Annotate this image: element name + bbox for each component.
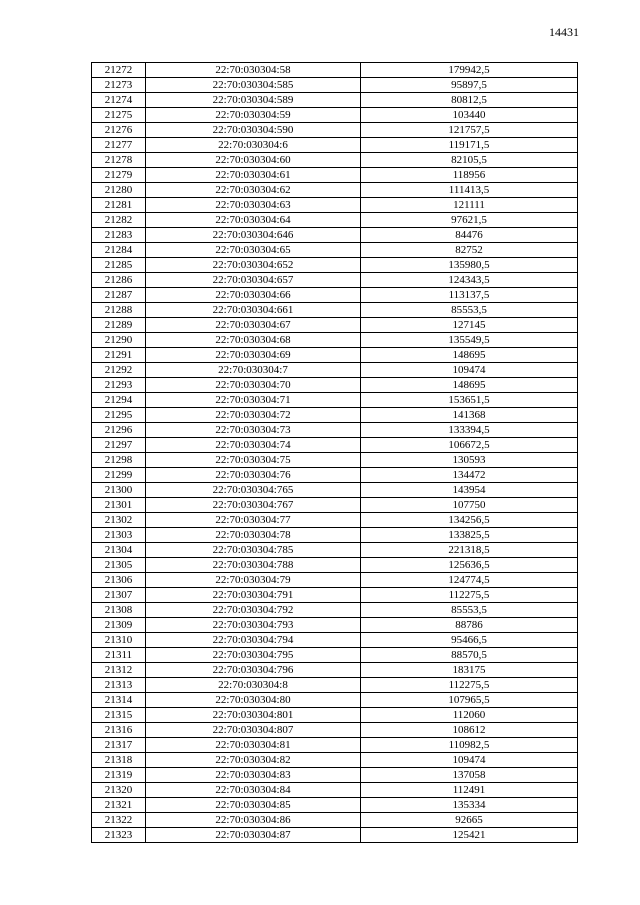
cadastral-value-cell: 153651,5 (361, 393, 578, 408)
cadastral-number-cell: 22:70:030304:59 (146, 108, 361, 123)
cadastral-number-cell: 22:70:030304:70 (146, 378, 361, 393)
table-row (92, 138, 578, 153)
row-number-cell: 21302 (92, 513, 146, 528)
cadastral-value-cell: 133394,5 (361, 423, 578, 438)
cadastral-value-cell: 119171,5 (361, 138, 578, 153)
table-row (92, 603, 578, 618)
cadastral-value-cell: 121757,5 (361, 123, 578, 138)
cadastral-value-cell: 95466,5 (361, 633, 578, 648)
cadastral-value-cell: 82105,5 (361, 153, 578, 168)
table-row (92, 363, 578, 378)
table-row (92, 438, 578, 453)
row-number-cell: 21288 (92, 303, 146, 318)
cadastral-number-cell: 22:70:030304:62 (146, 183, 361, 198)
cadastral-number-cell: 22:70:030304:796 (146, 663, 361, 678)
cadastral-number-cell: 22:70:030304:767 (146, 498, 361, 513)
table-row (92, 828, 578, 843)
cadastral-number-cell: 22:70:030304:75 (146, 453, 361, 468)
cadastral-number-cell: 22:70:030304:84 (146, 783, 361, 798)
table-row (92, 63, 578, 78)
cadastral-value-cell: 121111 (361, 198, 578, 213)
table-row (92, 528, 578, 543)
row-number-cell: 21284 (92, 243, 146, 258)
table-row (92, 288, 578, 303)
table-row (92, 573, 578, 588)
cadastral-value-cell: 124343,5 (361, 273, 578, 288)
cadastral-number-cell: 22:70:030304:657 (146, 273, 361, 288)
cadastral-number-cell: 22:70:030304:74 (146, 438, 361, 453)
row-number-cell: 21275 (92, 108, 146, 123)
row-number-cell: 21296 (92, 423, 146, 438)
cadastral-value-cell: 88570,5 (361, 648, 578, 663)
row-number-cell: 21276 (92, 123, 146, 138)
row-number-cell: 21303 (92, 528, 146, 543)
table-row (92, 423, 578, 438)
cadastral-value-cell: 103440 (361, 108, 578, 123)
cadastral-value-cell: 82752 (361, 243, 578, 258)
row-number-cell: 21278 (92, 153, 146, 168)
table-body (92, 63, 578, 843)
row-number-cell: 21291 (92, 348, 146, 363)
row-number-cell: 21300 (92, 483, 146, 498)
table-row (92, 663, 578, 678)
table-row (92, 318, 578, 333)
cadastral-number-cell: 22:70:030304:792 (146, 603, 361, 618)
cadastral-number-cell: 22:70:030304:585 (146, 78, 361, 93)
cadastral-value-cell: 137058 (361, 768, 578, 783)
table-row (92, 453, 578, 468)
table-row (92, 303, 578, 318)
cadastral-number-cell: 22:70:030304:77 (146, 513, 361, 528)
table-row (92, 333, 578, 348)
cadastral-number-cell: 22:70:030304:68 (146, 333, 361, 348)
cadastral-number-cell: 22:70:030304:86 (146, 813, 361, 828)
cadastral-number-cell: 22:70:030304:80 (146, 693, 361, 708)
row-number-cell: 21321 (92, 798, 146, 813)
row-number-cell: 21285 (92, 258, 146, 273)
row-number-cell: 21277 (92, 138, 146, 153)
row-number-cell: 21281 (92, 198, 146, 213)
row-number-cell: 21299 (92, 468, 146, 483)
cadastral-number-cell: 22:70:030304:58 (146, 63, 361, 78)
cadastral-value-cell: 134256,5 (361, 513, 578, 528)
row-number-cell: 21311 (92, 648, 146, 663)
cadastral-value-cell: 135334 (361, 798, 578, 813)
cadastral-value-cell: 109474 (361, 363, 578, 378)
cadastral-number-cell: 22:70:030304:801 (146, 708, 361, 723)
cadastral-number-cell: 22:70:030304:6 (146, 138, 361, 153)
cadastral-number-cell: 22:70:030304:85 (146, 798, 361, 813)
row-number-cell: 21279 (92, 168, 146, 183)
cadastral-number-cell: 22:70:030304:791 (146, 588, 361, 603)
table-row (92, 498, 578, 513)
row-number-cell: 21313 (92, 678, 146, 693)
cadastral-value-cell: 109474 (361, 753, 578, 768)
row-number-cell: 21315 (92, 708, 146, 723)
cadastral-number-cell: 22:70:030304:589 (146, 93, 361, 108)
cadastral-value-cell: 95897,5 (361, 78, 578, 93)
cadastral-value-cell: 134472 (361, 468, 578, 483)
cadastral-number-cell: 22:70:030304:765 (146, 483, 361, 498)
cadastral-number-cell: 22:70:030304:67 (146, 318, 361, 333)
cadastral-value-cell: 97621,5 (361, 213, 578, 228)
cadastral-number-cell: 22:70:030304:646 (146, 228, 361, 243)
cadastral-number-cell: 22:70:030304:8 (146, 678, 361, 693)
table-row (92, 693, 578, 708)
row-number-cell: 21301 (92, 498, 146, 513)
row-number-cell: 21295 (92, 408, 146, 423)
cadastral-number-cell: 22:70:030304:60 (146, 153, 361, 168)
table-row (92, 558, 578, 573)
cadastral-number-cell: 22:70:030304:807 (146, 723, 361, 738)
table-row (92, 633, 578, 648)
row-number-cell: 21317 (92, 738, 146, 753)
table-row (92, 723, 578, 738)
table-row (92, 678, 578, 693)
cadastral-value-cell: 85553,5 (361, 303, 578, 318)
table-row (92, 513, 578, 528)
table-row (92, 378, 578, 393)
table-row (92, 198, 578, 213)
row-number-cell: 21290 (92, 333, 146, 348)
row-number-cell: 21312 (92, 663, 146, 678)
table-row (92, 213, 578, 228)
row-number-cell: 21287 (92, 288, 146, 303)
cadastral-value-cell: 124774,5 (361, 573, 578, 588)
row-number-cell: 21294 (92, 393, 146, 408)
row-number-cell: 21280 (92, 183, 146, 198)
cadastral-number-cell: 22:70:030304:78 (146, 528, 361, 543)
table-row (92, 543, 578, 558)
row-number-cell: 21318 (92, 753, 146, 768)
row-number-cell: 21309 (92, 618, 146, 633)
row-number-cell: 21308 (92, 603, 146, 618)
cadastral-number-cell: 22:70:030304:76 (146, 468, 361, 483)
cadastral-value-cell: 127145 (361, 318, 578, 333)
cadastral-number-cell: 22:70:030304:785 (146, 543, 361, 558)
row-number-cell: 21304 (92, 543, 146, 558)
cadastral-value-cell: 107965,5 (361, 693, 578, 708)
row-number-cell: 21282 (92, 213, 146, 228)
cadastral-value-cell: 112491 (361, 783, 578, 798)
cadastral-value-cell: 113137,5 (361, 288, 578, 303)
table-row (92, 618, 578, 633)
cadastral-value-cell: 112275,5 (361, 588, 578, 603)
cadastral-value-cell: 148695 (361, 378, 578, 393)
cadastral-number-cell: 22:70:030304:72 (146, 408, 361, 423)
table-row (92, 243, 578, 258)
cadastral-number-cell: 22:70:030304:73 (146, 423, 361, 438)
cadastral-number-cell: 22:70:030304:788 (146, 558, 361, 573)
cadastral-value-cell: 107750 (361, 498, 578, 513)
cadastral-value-cell: 106672,5 (361, 438, 578, 453)
cadastral-value-cell: 135980,5 (361, 258, 578, 273)
cadastral-value-cell: 125636,5 (361, 558, 578, 573)
row-number-cell: 21297 (92, 438, 146, 453)
cadastral-number-cell: 22:70:030304:79 (146, 573, 361, 588)
row-number-cell: 21310 (92, 633, 146, 648)
row-number-cell: 21306 (92, 573, 146, 588)
page-number: 14431 (549, 25, 579, 39)
row-number-cell: 21307 (92, 588, 146, 603)
cadastral-number-cell: 22:70:030304:66 (146, 288, 361, 303)
table-row (92, 408, 578, 423)
cadastral-number-cell: 22:70:030304:69 (146, 348, 361, 363)
cadastral-value-cell: 111413,5 (361, 183, 578, 198)
table-row (92, 588, 578, 603)
cadastral-number-cell: 22:70:030304:793 (146, 618, 361, 633)
table-row (92, 258, 578, 273)
cadastral-value-cell: 133825,5 (361, 528, 578, 543)
table-row (92, 93, 578, 108)
row-number-cell: 21293 (92, 378, 146, 393)
row-number-cell: 21305 (92, 558, 146, 573)
cadastral-number-cell: 22:70:030304:661 (146, 303, 361, 318)
cadastral-number-cell: 22:70:030304:87 (146, 828, 361, 843)
cadastral-value-cell: 92665 (361, 813, 578, 828)
table-row (92, 228, 578, 243)
row-number-cell: 21323 (92, 828, 146, 843)
table-row (92, 273, 578, 288)
row-number-cell: 21298 (92, 453, 146, 468)
cadastral-number-cell: 22:70:030304:82 (146, 753, 361, 768)
cadastral-number-cell: 22:70:030304:63 (146, 198, 361, 213)
cadastral-number-cell: 22:70:030304:61 (146, 168, 361, 183)
cadastral-value-cell: 183175 (361, 663, 578, 678)
cadastral-value-cell: 85553,5 (361, 603, 578, 618)
cadastral-value-cell: 112275,5 (361, 678, 578, 693)
row-number-cell: 21314 (92, 693, 146, 708)
table-row (92, 813, 578, 828)
table-row (92, 798, 578, 813)
cadastral-number-cell: 22:70:030304:64 (146, 213, 361, 228)
table-row (92, 468, 578, 483)
row-number-cell: 21319 (92, 768, 146, 783)
table-row (92, 708, 578, 723)
table-row (92, 483, 578, 498)
cadastral-value-cell: 130593 (361, 453, 578, 468)
cadastral-number-cell: 22:70:030304:7 (146, 363, 361, 378)
row-number-cell: 21286 (92, 273, 146, 288)
cadastral-value-cell: 148695 (361, 348, 578, 363)
cadastral-number-cell: 22:70:030304:590 (146, 123, 361, 138)
cadastral-number-cell: 22:70:030304:83 (146, 768, 361, 783)
cadastral-number-cell: 22:70:030304:81 (146, 738, 361, 753)
cadastral-number-cell: 22:70:030304:794 (146, 633, 361, 648)
cadastral-value-cell: 141368 (361, 408, 578, 423)
cadastral-value-cell: 125421 (361, 828, 578, 843)
cadastral-number-cell: 22:70:030304:795 (146, 648, 361, 663)
row-number-cell: 21316 (92, 723, 146, 738)
table-row (92, 393, 578, 408)
cadastral-number-cell: 22:70:030304:652 (146, 258, 361, 273)
cadastral-value-cell: 179942,5 (361, 63, 578, 78)
table-row (92, 738, 578, 753)
table-row (92, 753, 578, 768)
cadastral-value-cell: 88786 (361, 618, 578, 633)
table-row (92, 168, 578, 183)
table-row (92, 108, 578, 123)
row-number-cell: 21274 (92, 93, 146, 108)
table-row (92, 78, 578, 93)
row-number-cell: 21272 (92, 63, 146, 78)
cadastral-value-cell: 80812,5 (361, 93, 578, 108)
cadastral-value-cell: 135549,5 (361, 333, 578, 348)
table-row (92, 153, 578, 168)
table-row (92, 183, 578, 198)
row-number-cell: 21320 (92, 783, 146, 798)
cadastral-value-cell: 108612 (361, 723, 578, 738)
cadastral-value-cell: 112060 (361, 708, 578, 723)
row-number-cell: 21283 (92, 228, 146, 243)
row-number-cell: 21273 (92, 78, 146, 93)
cadastral-value-cell: 110982,5 (361, 738, 578, 753)
cadastral-value-cell: 118956 (361, 168, 578, 183)
cadastral-value-cell: 221318,5 (361, 543, 578, 558)
row-number-cell: 21292 (92, 363, 146, 378)
cadastral-value-cell: 84476 (361, 228, 578, 243)
row-number-cell: 21289 (92, 318, 146, 333)
cadastral-number-cell: 22:70:030304:71 (146, 393, 361, 408)
table-row (92, 123, 578, 138)
row-number-cell: 21322 (92, 813, 146, 828)
table-row (92, 348, 578, 363)
cadastral-number-cell: 22:70:030304:65 (146, 243, 361, 258)
cadastral-table (91, 62, 578, 843)
table-row (92, 648, 578, 663)
table-row (92, 783, 578, 798)
cadastral-value-cell: 143954 (361, 483, 578, 498)
table-row (92, 768, 578, 783)
